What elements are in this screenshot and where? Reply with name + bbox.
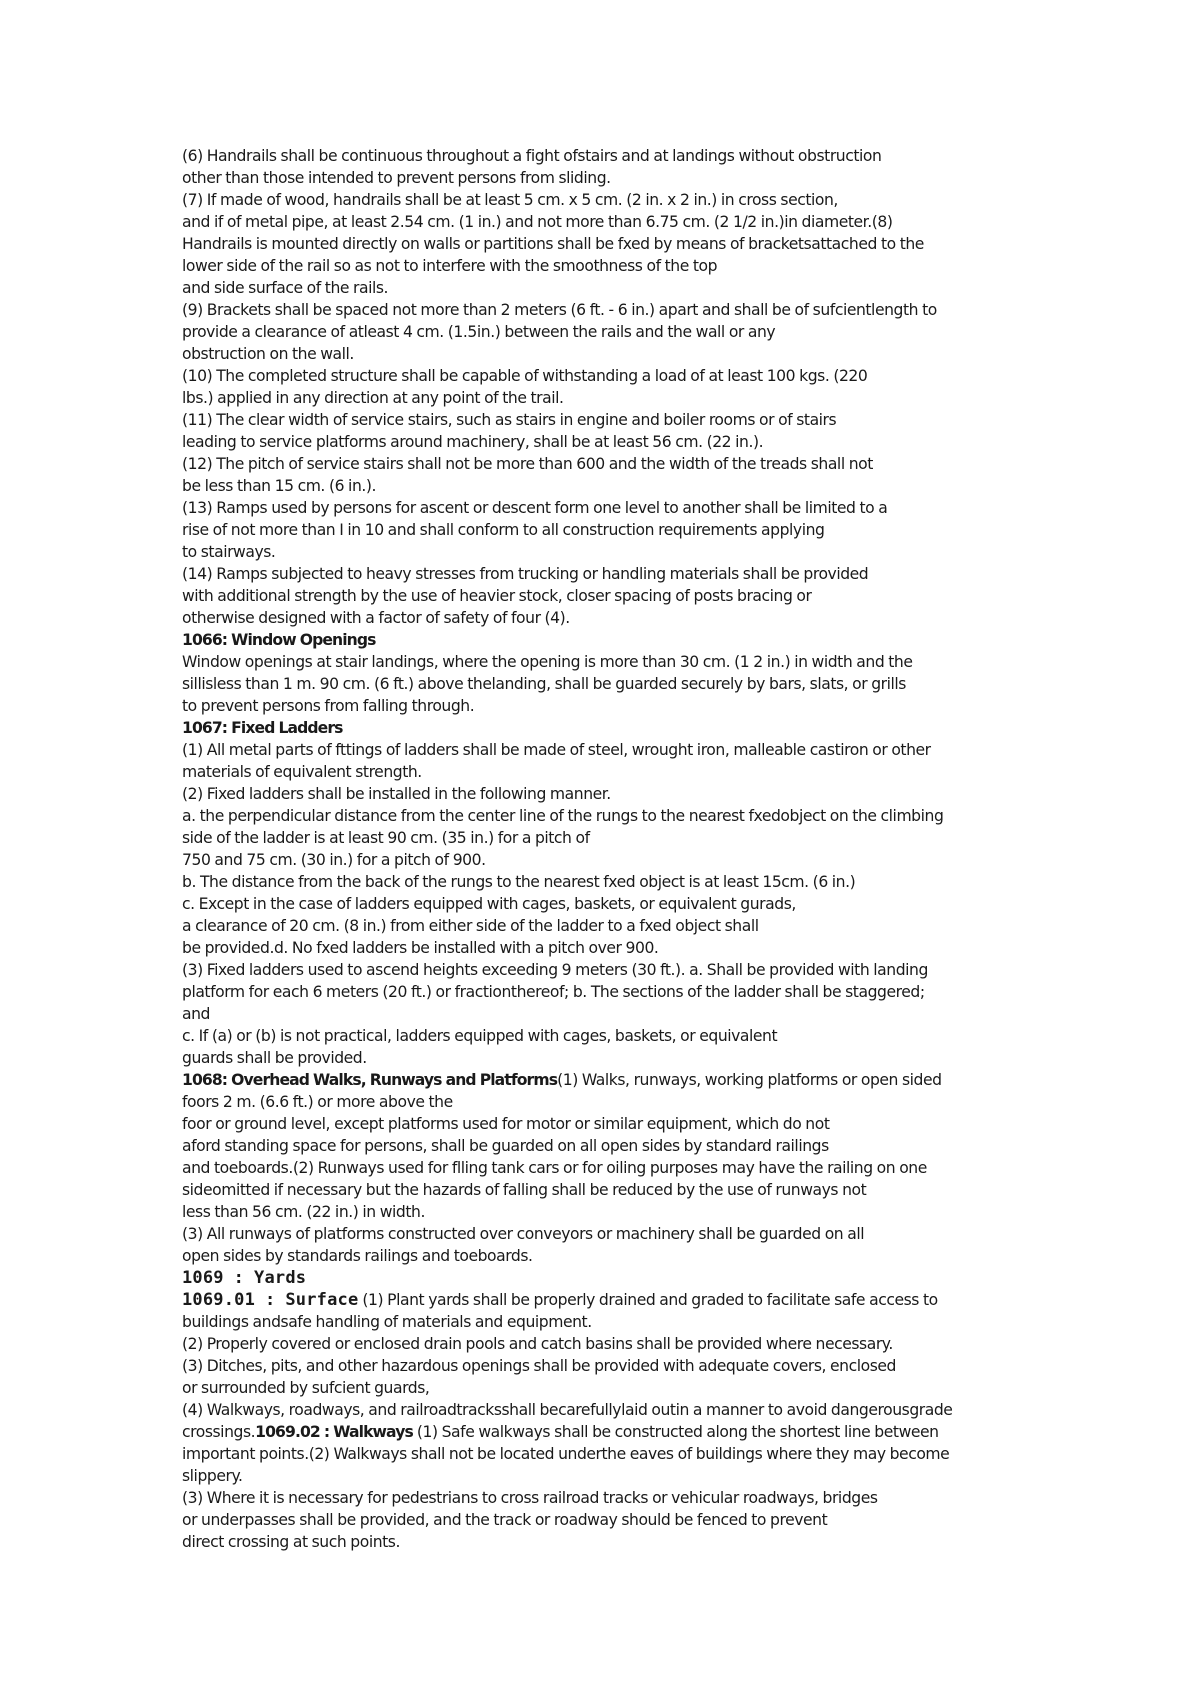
text-line: obstruction on the wall.: [182, 345, 354, 363]
text-line: less than 56 cm. (22 in.) in width.: [182, 1203, 425, 1221]
text-line: sideomitted if necessary but the hazards of falling shall be reduced by the use of runways not: [182, 1181, 867, 1199]
text-line: (12) The pitch of service stairs shall not be more than 600 and the width of the treads shall not: [182, 455, 873, 473]
text-line: to prevent persons from falling through.: [182, 697, 475, 715]
text-line: Window openings at stair landings, where the opening is more than 30 cm. (1 2 in.) in width and the: [182, 653, 913, 671]
text-line: and side surface of the rails.: [182, 279, 389, 297]
text-line: lbs.) applied in any direction at any point of the trail.: [182, 389, 564, 407]
text-line: (3) Ditches, pits, and other hazardous openings shall be provided with adequate covers, enclosed: [182, 1357, 896, 1375]
text-line: (13) Ramps used by persons for ascent or descent form one level to another shall be limited to a: [182, 499, 888, 517]
text-line: side of the ladder is at least 90 cm. (35 in.) for a pitch of: [182, 829, 590, 847]
text-line: leading to service platforms around machinery, shall be at least 56 cm. (22 in.).: [182, 433, 764, 451]
text-line: [182, 1421, 1182, 1443]
text-line: and if of metal pipe, at least 2.54 cm. (1 in.) and not more than 6.75 cm. (2 1/2 in.)in diameter.(8): [182, 213, 893, 231]
text-line: slippery.: [182, 1467, 243, 1485]
text-run: (1) Walks, runways, working platforms or open sided: [557, 1071, 942, 1089]
text-line: important points.(2) Walkways shall not be located underthe eaves of buildings where they may become: [182, 1445, 950, 1463]
text-run: crossings.: [182, 1423, 256, 1441]
text-line: [182, 1069, 1182, 1091]
text-line: foors 2 m. (6.6 ft.) or more above the: [182, 1093, 453, 1111]
text-line: other than those intended to prevent persons from sliding.: [182, 169, 611, 187]
text-line: (2) Fixed ladders shall be installed in the following manner.: [182, 785, 611, 803]
text-line: (2) Properly covered or enclosed drain pools and catch basins shall be provided where necessary.: [182, 1335, 893, 1353]
text-line: (6) Handrails shall be continuous throughout a fight ofstairs and at landings without obstruction: [182, 147, 882, 165]
subsection-heading-1069-02: 1069.02 : Walkways: [255, 1423, 413, 1441]
text-line: (1) All metal parts of fttings of ladders shall be made of steel, wrought iron, malleable castiron or other: [182, 741, 931, 759]
text-line: [182, 1289, 1182, 1311]
text-line: or underpasses shall be provided, and the track or roadway should be fenced to prevent: [182, 1511, 828, 1529]
text-line: be less than 15 cm. (6 in.).: [182, 477, 377, 495]
text-line: otherwise designed with a factor of safety of four (4).: [182, 609, 570, 627]
text-line: (3) Where it is necessary for pedestrians to cross railroad tracks or vehicular roadways, bridges: [182, 1489, 878, 1507]
text-line: materials of equivalent strength.: [182, 763, 422, 781]
text-line: rise of not more than I in 10 and shall conform to all construction requirements applying: [182, 521, 825, 539]
text-line: a clearance of 20 cm. (8 in.) from either side of the ladder to a fxed object shall: [182, 917, 759, 935]
text-line: lower side of the rail so as not to interfere with the smoothness of the top: [182, 257, 718, 275]
text-line: c. Except in the case of ladders equipped with cages, baskets, or equivalent gurads,: [182, 895, 796, 913]
section-heading-1067: 1067: Fixed Ladders: [182, 719, 343, 737]
text-line: a. the perpendicular distance from the center line of the rungs to the nearest fxedobject on the climbing: [182, 807, 944, 825]
text-line: (3) All runways of platforms constructed over conveyors or machinery shall be guarded on all: [182, 1225, 865, 1243]
text-line: (7) If made of wood, handrails shall be at least 5 cm. x 5 cm. (2 in. x 2 in.) in cross section,: [182, 191, 838, 209]
text-line: (4) Walkways, roadways, and railroadtracksshall becarefullylaid outin a manner to avoid dangerousgrade: [182, 1401, 953, 1419]
text-line: and toeboards.(2) Runways used for flling tank cars or for oiling purposes may have the railing on one: [182, 1159, 927, 1177]
text-line: and: [182, 1005, 210, 1023]
document-body: [182, 145, 1182, 1553]
text-line: c. If (a) or (b) is not practical, ladders equipped with cages, baskets, or equivalent: [182, 1027, 778, 1045]
text-line: provide a clearance of atleast 4 cm. (1.5in.) between the rails and the wall or any: [182, 323, 776, 341]
text-line: buildings andsafe handling of materials and equipment.: [182, 1313, 592, 1331]
text-line: Handrails is mounted directly on walls or partitions shall be fxed by means of bracketsattached to the: [182, 235, 924, 253]
text-line: direct crossing at such points.: [182, 1533, 400, 1551]
text-line: open sides by standards railings and toeboards.: [182, 1247, 533, 1265]
text-run: (1) Plant yards shall be properly drained and graded to facilitate safe access to: [358, 1291, 938, 1309]
section-heading-1069: 1069 : Yards: [182, 1268, 307, 1288]
text-line: (3) Fixed ladders used to ascend heights exceeding 9 meters (30 ft.). a. Shall be provided with landing: [182, 961, 928, 979]
text-line: sillisless than 1 m. 90 cm. (6 ft.) above thelanding, shall be guarded securely by bars, slats, or grills: [182, 675, 906, 693]
text-line: or surrounded by sufcient guards,: [182, 1379, 430, 1397]
text-line: with additional strength by the use of heavier stock, closer spacing of posts bracing or: [182, 587, 812, 605]
section-heading-1066: 1066: Window Openings: [182, 631, 376, 649]
text-line: (14) Ramps subjected to heavy stresses from trucking or handling materials shall be provided: [182, 565, 869, 583]
text-run: (1) Safe walkways shall be constructed along the shortest line between: [412, 1423, 939, 1441]
text-line: 750 and 75 cm. (30 in.) for a pitch of 900.: [182, 851, 486, 869]
text-line: (10) The completed structure shall be capable of withstanding a load of at least 100 kgs. (220: [182, 367, 868, 385]
text-line: b. The distance from the back of the rungs to the nearest fxed object is at least 15cm. (6 in.): [182, 873, 856, 891]
text-line: guards shall be provided.: [182, 1049, 367, 1067]
text-line: (11) The clear width of service stairs, such as stairs in engine and boiler rooms or of stairs: [182, 411, 837, 429]
text-line: foor or ground level, except platforms used for motor or similar equipment, which do not: [182, 1115, 830, 1133]
section-heading-1068: 1068: Overhead Walks, Runways and Platforms: [182, 1071, 558, 1089]
text-line: be provided.d. No fxed ladders be installed with a pitch over 900.: [182, 939, 659, 957]
text-line: (9) Brackets shall be spaced not more than 2 meters (6 ft. - 6 in.) apart and shall be of sufcientlength to: [182, 301, 937, 319]
subsection-heading-1069-01: 1069.01 : Surface: [182, 1290, 359, 1310]
text-line: platform for each 6 meters (20 ft.) or fractionthereof; b. The sections of the ladder shall be staggered;: [182, 983, 925, 1001]
text-line: to stairways.: [182, 543, 276, 561]
text-line: aford standing space for persons, shall be guarded on all open sides by standard railings: [182, 1137, 829, 1155]
